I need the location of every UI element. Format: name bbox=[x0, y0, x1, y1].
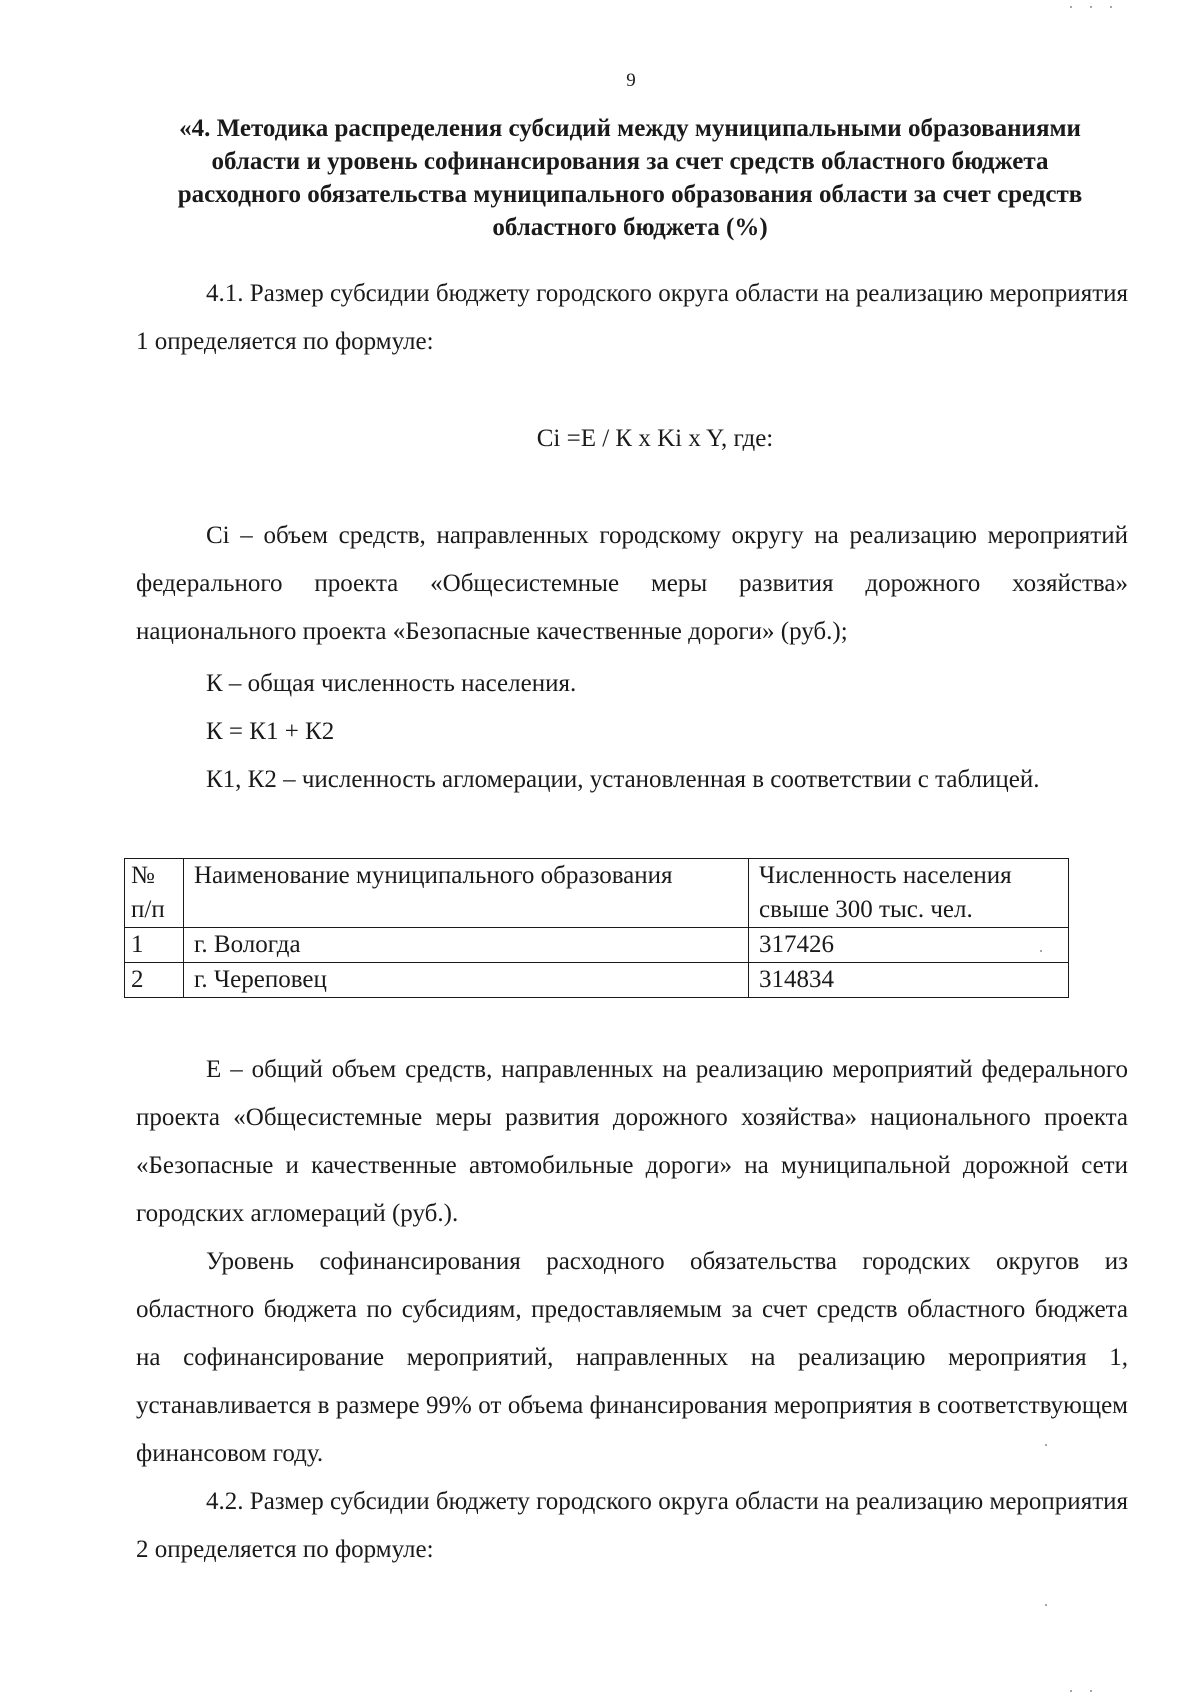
paragraph-k1-k2: К1, К2 – численность агломерации, установленная в соответствии с таблицей. bbox=[206, 766, 1040, 793]
row-num: 2 bbox=[125, 963, 184, 998]
section-heading: «4. Методика распределения субсидий между муниципальными образованиями области и уровень софинансирования за счет средств областного бюджета расходного обязательства муниципального образования области за счет средств областного бюджета (%) bbox=[177, 115, 1083, 241]
row-num: 1 bbox=[125, 928, 184, 963]
page-number: 9 bbox=[626, 70, 636, 91]
scan-speck bbox=[1070, 6, 1072, 8]
row-name: г. Череповец bbox=[184, 963, 749, 998]
scan-speck bbox=[1045, 1444, 1047, 1446]
paragraph-4-1: 4.1. Размер субсидии бюджету городского округа области на реализацию мероприятия 1 определяется по формуле: bbox=[136, 280, 1128, 355]
header-num: № п/п bbox=[125, 859, 184, 928]
paragraph-k-definition: К – общая численность населения. bbox=[206, 670, 577, 697]
scan-speck bbox=[1090, 1690, 1092, 1692]
table-header-row bbox=[125, 859, 1069, 928]
row-population: 314834 bbox=[749, 963, 1069, 998]
paragraph-ci-definition: Ci – объем средств, направленных городскому округу на реализацию мероприятий федерального проекта «Общесистемные меры развития дорожного хозяйства» национального проекта «Безопасные качественные дороги» (руб.); bbox=[136, 522, 1128, 645]
paragraph-4-2: 4.2. Размер субсидии бюджету городского округа области на реализацию мероприятия 2 определяется по формуле: bbox=[136, 1488, 1128, 1563]
paragraph-k-sum: К = К1 + К2 bbox=[206, 718, 335, 745]
scan-speck bbox=[1070, 1690, 1072, 1692]
paragraph-cofinancing-level: Уровень софинансирования расходного обязательства городских округов из областного бюджета по субсидиям, предоставляемым за счет средств областного бюджета на софинансирование мероприятий, направленных на реализацию мероприятия 1, устанавливается в размере 99% от объема финансирования мероприятия в соответствующем финансовом году. bbox=[136, 1248, 1128, 1467]
scan-speck bbox=[1110, 6, 1112, 8]
scan-speck bbox=[1045, 1604, 1047, 1606]
scan-speck bbox=[1090, 6, 1092, 8]
paragraph-e-definition: Е – общий объем средств, направленных на реализацию мероприятий федерального проекта «Общесистемные меры развития дорожного хозяйства» национального проекта «Безопасные и качественные автомобильные дороги» на муниципальной дорожной сети городских агломераций (руб.). bbox=[136, 1056, 1128, 1227]
table-row bbox=[125, 963, 1069, 998]
row-population: 317426 bbox=[749, 928, 1069, 963]
header-name: Наименование муниципального образования bbox=[184, 859, 749, 928]
table-row bbox=[125, 928, 1069, 963]
row-name: г. Вологда bbox=[184, 928, 749, 963]
formula: Ci =E / К x Ki x Y, где: bbox=[536, 425, 774, 452]
header-population: Численность населения свыше 300 тыс. чел. bbox=[749, 859, 1069, 928]
scan-speck bbox=[1040, 950, 1042, 952]
population-table bbox=[124, 858, 1069, 998]
